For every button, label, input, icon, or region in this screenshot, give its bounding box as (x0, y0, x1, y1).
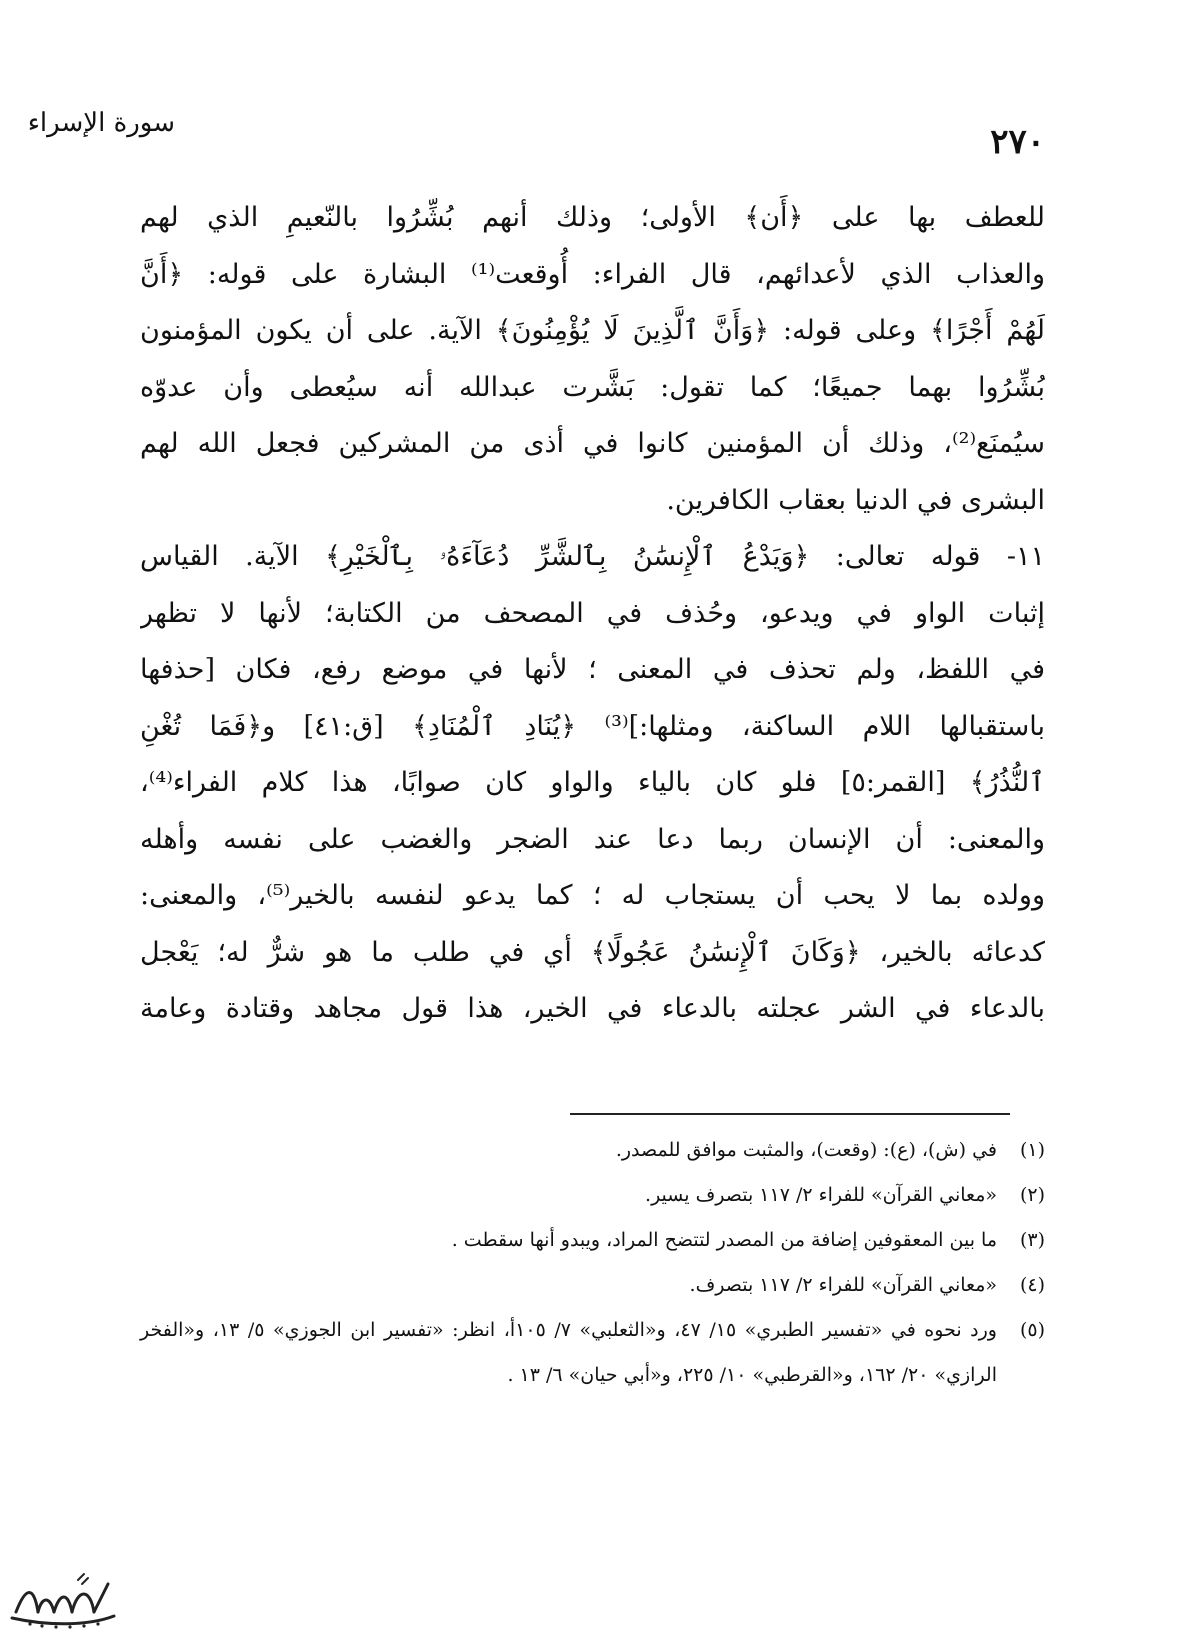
publisher-logo (8, 1566, 120, 1636)
footnote-number: (٣) (1019, 1229, 1045, 1251)
footnote-text: ورد نحوه في «تفسير الطبري» ١٥/ ٤٧، و«الثعلبي» ٧/ ١٠٥أ، انظر: «تفسير ابن الجوزي» ٥/ ١٣، و«الفخر الرازي» ٢٠/ ١٦٢، و«القرطبي» ١٠/ ٢٢٥، و«أبي حيان» ٦/ ١٣ . (140, 1319, 997, 1386)
footnote (140, 1263, 1045, 1308)
footnote (140, 1218, 1045, 1263)
surah-title: سورة الإسراء (27, 108, 175, 138)
page-header (27, 100, 1045, 162)
text-line: ١١- قوله تعالى: ﴿وَيَدْعُ ٱلْإِنسَٰنُ بِٱلشَّرِّ دُعَآءَهُۥ بِٱلْخَيْرِ﴾ الآية. القياس (140, 541, 1045, 572)
text-line: كدعائه بالخير، ﴿وَكَانَ ٱلْإِنسَٰنُ عَجُولًا﴾ أي في طلب ما هو شرٌّ له؛ يَعْجل (140, 936, 1045, 968)
text-line: إثبات الواو في ويدعو، وحُذف في المصحف من الكتابة؛ لأنها لا تظهر (140, 597, 1045, 629)
footnote-number: (٤) (1019, 1274, 1045, 1296)
footnote-text: ما بين المعقوفين إضافة من المصدر لتتضح المراد، ويبدو أنها سقطت . (451, 1229, 997, 1251)
footnote-number: (١) (1019, 1139, 1045, 1161)
footnote (140, 1308, 1045, 1398)
text-line: ٱلنُّذُرُ﴾ [القمر:٥] فلو كان بالياء والواو كان صوابًا، هذا كلام الفراء⁽⁴⁾، (140, 767, 1045, 798)
footnote (140, 1128, 1045, 1173)
footnote-number: (٢) (1019, 1184, 1045, 1206)
footnote-divider (570, 1113, 1010, 1115)
text-line: والعذاب الذي لأعدائهم، قال الفراء: أُوقعت⁽¹⁾ البشارة على قوله: ﴿أَنَّ (140, 258, 1045, 290)
text-line: وولده بما لا يحب أن يستجاب له ؛ كما يدعو لنفسه بالخير⁽⁵⁾، والمعنى: (140, 880, 1045, 911)
footnote-text: «معاني القرآن» للفراء ٢/ ١١٧ بتصرف. (689, 1274, 997, 1296)
main-text (140, 190, 1045, 1090)
page-number: ٢٧٠ (990, 122, 1045, 162)
text-line: بُشِّرُوا بهما جميعًا؛ كما تقول: بَشَّرت عبدالله أنه سيُعطى وأن عدوّه (140, 371, 1045, 403)
footnote-number: (٥) (1019, 1319, 1045, 1341)
footnote-text: «معاني القرآن» للفراء ٢/ ١١٧ بتصرف يسير. (645, 1184, 997, 1206)
footnote-text: في (ش)، (ع): (وقعت)، والمثبت موافق للمصدر. (615, 1139, 997, 1161)
text-line: البشرى في الدنيا بعقاب الكافرين. (666, 484, 1045, 516)
text-line: والمعنى: أن الإنسان ربما دعا عند الضجر والغضب على نفسه وأهله (140, 823, 1045, 855)
text-line: بالدعاء في الشر عجلته بالدعاء في الخير، هذا قول مجاهد وقتادة وعامة (140, 993, 1045, 1024)
footnotes (140, 1128, 1045, 1398)
text-line: في اللفظ، ولم تحذف في المعنى ؛ لأنها في موضع رفع، فكان [حذفها (140, 654, 1045, 685)
text-line: لَهُمْ أَجْرًا﴾ وعلى قوله: ﴿وَأَنَّ ٱلَّذِينَ لَا يُؤْمِنُونَ﴾ الآية. على أن يكون المؤمنون (140, 315, 1045, 346)
text-line: باستقبالها اللام الساكنة، ومثلها:]⁽³⁾ ﴿يُنَادِ ٱلْمُنَادِ﴾ [ق:٤١] و﴿فَمَا تُغْنِ (140, 710, 1045, 742)
text-line: سيُمنَع⁽²⁾، وذلك أن المؤمنين كانوا في أذى من المشركين فجعل الله لهم (140, 428, 1045, 459)
text-line: للعطف بها على ﴿أَن﴾ الأولى؛ وذلك أنهم بُشِّرُوا بالنّعيمِ الذي لهم (140, 202, 1045, 233)
footnote (140, 1173, 1045, 1218)
